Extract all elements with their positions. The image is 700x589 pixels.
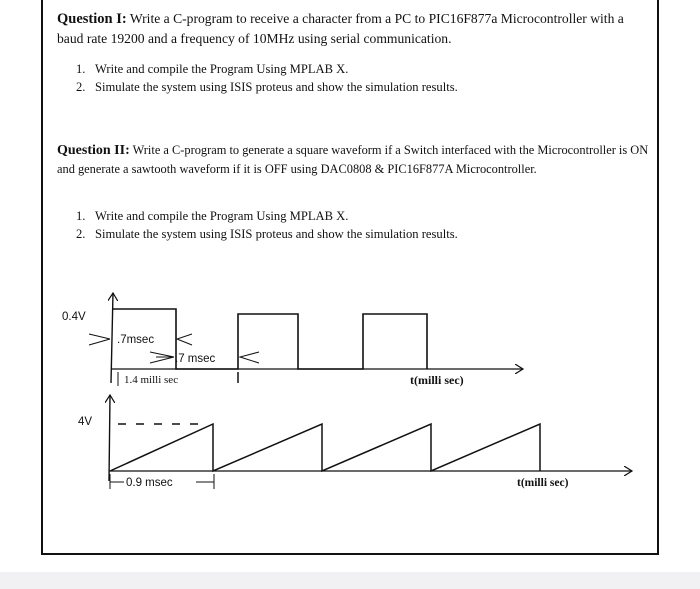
low-time-right-arrow bbox=[240, 352, 259, 363]
list-item: 1. Write and compile the Program Using MPLAB X. bbox=[76, 209, 349, 223]
square-high-time-label: .7msec bbox=[117, 334, 155, 346]
sawtooth-wave-trace bbox=[110, 424, 540, 471]
question-2-text: Write a C-program to generate a square waveform if a Switch interfaced with the Microcontroller is ON and generate a sawtooth waveform if it is OFF using DAC0808 & PIC16F877A Microcontroller. bbox=[57, 143, 649, 176]
sawtooth-period-label: 0.9 msec bbox=[126, 477, 173, 489]
square-amplitude-label: 0.4V bbox=[62, 311, 86, 323]
square-wave-trace bbox=[112, 309, 427, 369]
sawtooth-axis-label: t(milli sec) bbox=[517, 477, 569, 489]
question-2-label: Question II: bbox=[57, 143, 130, 158]
square-period-label: 1.4 milli sec bbox=[124, 374, 179, 386]
sawtooth-y-axis bbox=[109, 395, 110, 481]
low-time-left-arrow bbox=[150, 352, 174, 363]
sawtooth-waveform-diagram bbox=[109, 395, 632, 489]
square-axis-label: t(milli sec) bbox=[410, 373, 464, 387]
square-low-time-label: .7 msec bbox=[175, 353, 216, 365]
list-item: 2. Simulate the system using ISIS proteus and show the simulation results. bbox=[76, 80, 458, 94]
square-wave-labels bbox=[62, 311, 464, 387]
question-1-text: Write a C-program to receive a character from a PC to PIC16F877a Microcontroller with a baud rate 19200 and a frequency of 10MHz using serial communication. bbox=[57, 11, 624, 46]
question-1-label: Question I: bbox=[57, 11, 127, 27]
sawtooth-amplitude-label: 4V bbox=[78, 416, 93, 428]
high-time-right-arrow bbox=[177, 334, 192, 345]
list-item: 2. Simulate the system using ISIS proteus and show the simulation results. bbox=[76, 227, 458, 241]
high-time-left-arrow bbox=[89, 334, 110, 345]
list-item: 1. Write and compile the Program Using MPLAB X. bbox=[76, 62, 349, 76]
